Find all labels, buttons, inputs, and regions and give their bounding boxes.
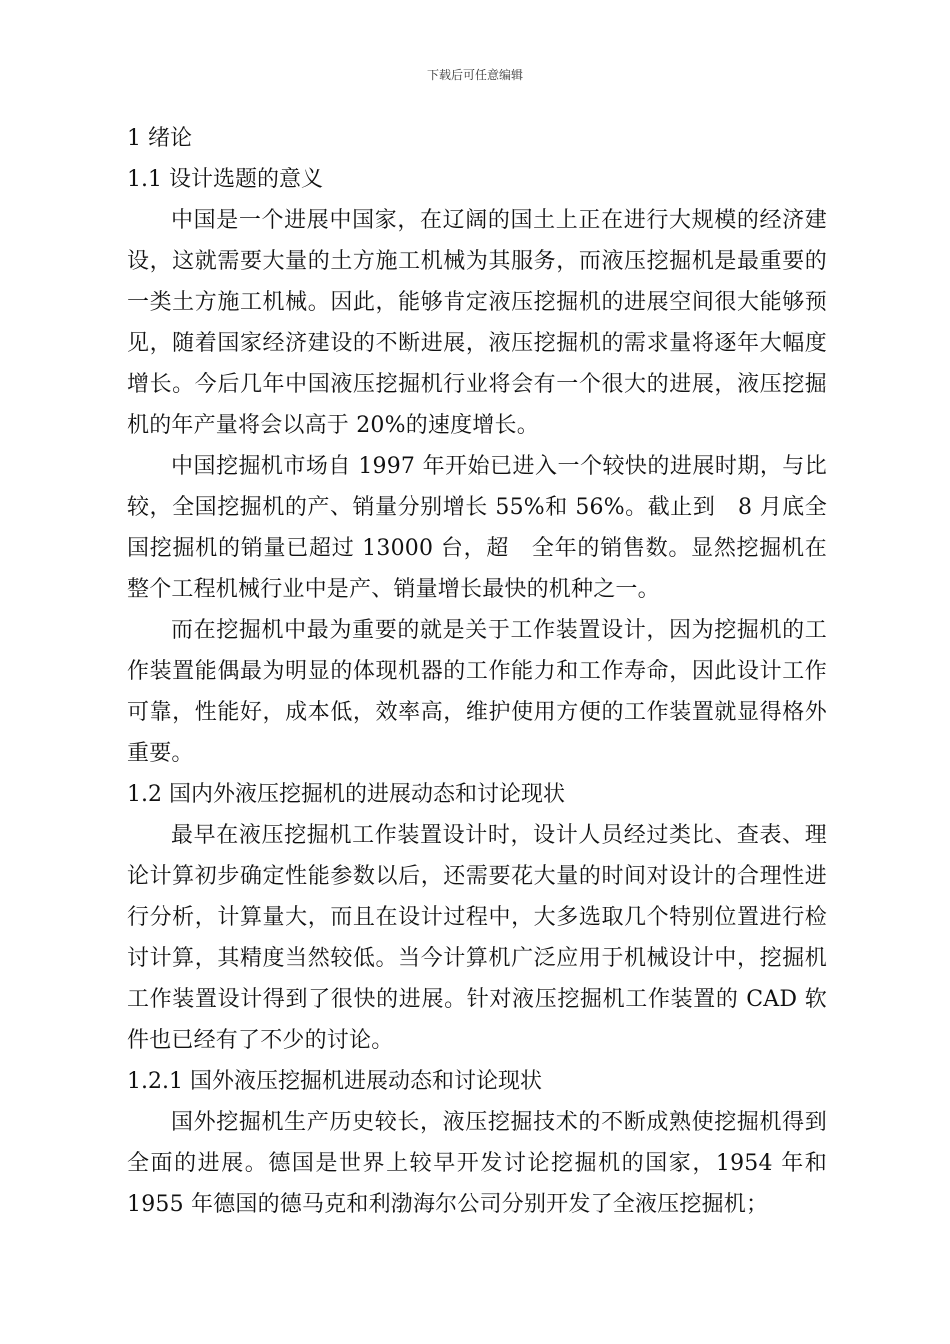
paragraph-1: 中国是一个进展中国家，在辽阔的国土上正在进行大规模的经济建设，这就需要大量的土方施工机械为其服务，而液压挖掘机是最重要的一类土方施工机械。因此，能够肯定液压挖掘机的进展空间很大能够预见，随着国家经济建设的不断进展，液压挖掘机的需求量将逐年大幅度增长。今后几年中国液压挖掘机行业将会有一个很大的进展，液压挖掘机的年产量将会以高于 20%的速度增长。 bbox=[127, 208, 827, 438]
subsection-heading-1-2-1: 1.2.1 国外液压挖掘机进展动态和讨论现状 bbox=[127, 1069, 542, 1094]
section-heading-1-1: 1.1 设计选题的意义 bbox=[127, 167, 323, 192]
header-watermark: 下载后可任意编辑 bbox=[426, 68, 523, 82]
paragraph-2: 中国挖掘机市场自 1997 年开始已进入一个较快的进展时期，与比较，全国挖掘机的产、销量分别增长 55%和 56%。截止到 8 月底全国挖掘机的销量已超过 13000 台，超 全年的销售数。显然挖掘机在整个工程机械行业中是产、销量增长最快的机种之一。 bbox=[127, 454, 827, 602]
document-body bbox=[127, 118, 827, 1225]
paragraph-3: 而在挖掘机中最为重要的就是关于工作装置设计，因为挖掘机的工作装置能偶最为明显的体现机器的工作能力和工作寿命，因此设计工作可靠，性能好，成本低，效率高，维护使用方便的工作装置就显得格外重要。 bbox=[127, 618, 827, 766]
paragraph-4: 最早在液压挖掘机工作装置设计时，设计人员经过类比、查表、理论计算初步确定性能参数以后，还需要花大量的时间对设计的合理性进行分析，计算量大，而且在设计过程中，大多选取几个特别位置进行检讨计算，其精度当然较低。当今计算机广泛应用于机械设计中，挖掘机工作装置设计得到了很快的进展。针对液压挖掘机工作装置的 CAD 软件也已经有了不少的讨论。 bbox=[127, 823, 827, 1053]
section-heading-1-2: 1.2 国内外液压挖掘机的进展动态和讨论现状 bbox=[127, 782, 565, 807]
chapter-heading: 1 绪论 bbox=[127, 126, 192, 151]
paragraph-5: 国外挖掘机生产历史较长，液压挖掘技术的不断成熟使挖掘机得到全面的进展。德国是世界上较早开发讨论挖掘机的国家，1954 年和 1955 年德国的德马克和利渤海尔公司分别开发了全液压挖掘机； bbox=[127, 1110, 827, 1217]
